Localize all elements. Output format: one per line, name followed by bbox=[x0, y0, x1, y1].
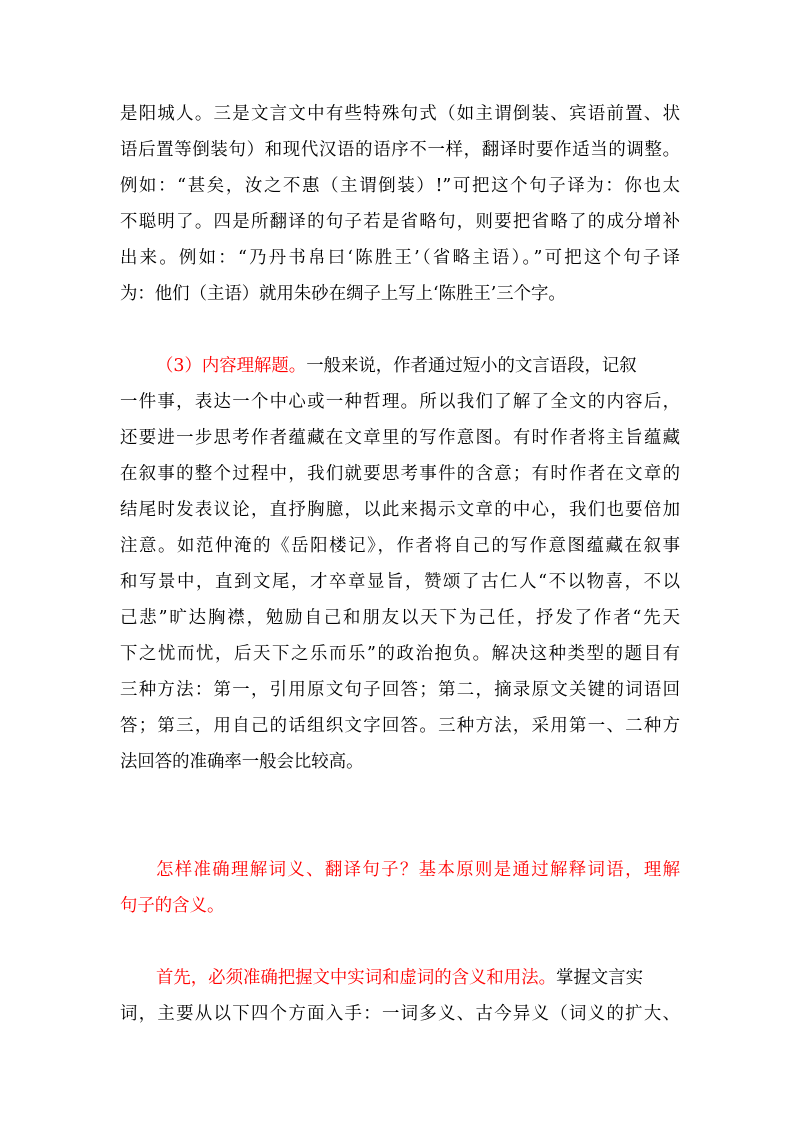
text-line-highlight: 怎样准确理解词义、翻译句子？基本原则是通过解释词语，理解 bbox=[156, 860, 680, 880]
text-line: 例如：“甚矣，汝之不惠（主谓倒装）!”可把这个句子译为：你也太 bbox=[120, 176, 680, 196]
text-line: 注意。如范仲淹的《岳阳楼记》，作者将自己的写作意图蕴藏在叙事 bbox=[120, 536, 680, 556]
text-line: 词，主要从以下四个方面入手：一词多义、古今异义（词义的扩大、 bbox=[120, 1004, 680, 1024]
text-line: 下之忧而忧，后天下之乐而乐”的政治抱负。解决这种类型的题目有 bbox=[120, 644, 680, 664]
text-segment: 一般来说，作者通过短小的文言语段，记叙 bbox=[306, 356, 637, 376]
section-heading-word-meaning: 首先，必须准确把握文中实词和虚词的含义和用法。 bbox=[156, 968, 556, 988]
paragraph-principle bbox=[120, 852, 680, 924]
text-line: 在叙事的整个过程中，我们就要思考事件的含意；有时作者在文章的 bbox=[120, 464, 680, 484]
text-line-highlight: 句子的含义。 bbox=[120, 896, 225, 916]
text-line: 法回答的准确率一般会比较高。 bbox=[120, 752, 364, 772]
text-line: 是阳城人。三是文言文中有些特殊句式（如主谓倒装、宾语前置、状 bbox=[120, 104, 680, 124]
paragraph-content-understanding bbox=[120, 348, 680, 780]
text-line-first bbox=[120, 960, 680, 996]
text-line: 语后置等倒装句）和现代汉语的语序不一样，翻译时要作适当的调整。 bbox=[120, 140, 680, 160]
text-line: 答；第三，用自己的话组织文字回答。三种方法，采用第一、二种方 bbox=[120, 716, 680, 736]
text-line: 己悲”旷达胸襟，勉励自己和朋友以天下为己任，抒发了作者“先天 bbox=[120, 608, 680, 628]
text-line: 三种方法：第一，引用原文句子回答；第二，摘录原文关键的词语回 bbox=[120, 680, 680, 700]
section-heading-content-understanding: （3）内容理解题。 bbox=[156, 356, 307, 376]
text-line: 结尾时发表议论，直抒胸臆，以此来揭示文章的中心，我们也要倍加 bbox=[120, 500, 680, 520]
text-line: 一件事，表达一个中心或一种哲理。所以我们了解了全文的内容后， bbox=[120, 392, 680, 412]
paragraph-word-meaning bbox=[120, 960, 680, 1032]
text-line: 和写景中，直到文尾，才卒章显旨，赞颂了古仁人“不以物喜，不以 bbox=[120, 572, 680, 592]
text-line-first bbox=[120, 348, 680, 384]
text-line: 出来。例如：“乃丹书帛曰‘陈胜王’（省略主语）。”可把这个句子译 bbox=[120, 248, 680, 268]
paragraph-sentence-patterns bbox=[120, 96, 680, 312]
text-line: 还要进一步思考作者蕴藏在文章里的写作意图。有时作者将主旨蕴藏 bbox=[120, 428, 680, 448]
text-line: 不聪明了。四是所翻译的句子若是省略句，则要把省略了的成分增补 bbox=[120, 212, 680, 232]
text-line: 为：他们（主语）就用朱砂在绸子上写上‘陈胜王’三个字。 bbox=[120, 284, 566, 304]
text-segment: 掌握文言实 bbox=[556, 968, 643, 988]
